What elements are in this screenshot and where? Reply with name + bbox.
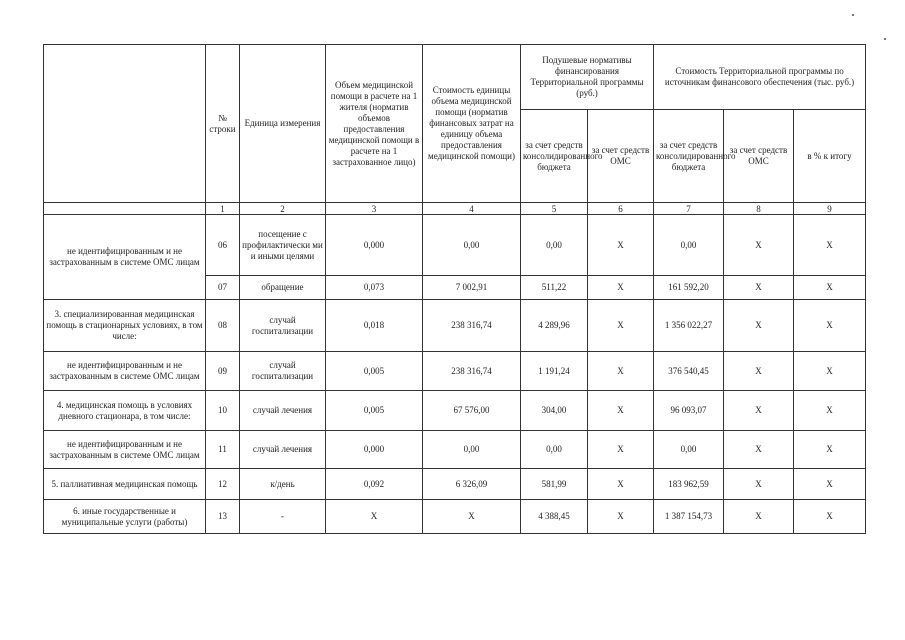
row-unit: посещение с профилактически ми и иными целями xyxy=(240,215,326,276)
program-cost-table xyxy=(43,44,866,534)
column-number-blank xyxy=(44,203,206,215)
row-unit: случай лечения xyxy=(240,391,326,431)
row-cost: 238 316,74 xyxy=(423,300,521,352)
row-cost: 6 326,09 xyxy=(423,469,521,500)
column-number: 6 xyxy=(588,203,654,215)
row-name: 6. иные государственные и муниципальные услуги (работы) xyxy=(44,500,206,534)
row-pct: X xyxy=(794,276,866,300)
header-pc-budget: за счет средств консолидированного бюджета xyxy=(521,110,588,203)
row-prog-budget: 183 962,59 xyxy=(654,469,724,500)
row-number: 12 xyxy=(206,469,240,500)
header-prog-oms: за счет средств ОМС xyxy=(724,110,794,203)
row-pc-budget: 0,00 xyxy=(521,215,588,276)
row-unit: случай лечения xyxy=(240,431,326,469)
row-pc-oms: X xyxy=(588,469,654,500)
header-volume: Объем медицинской помощи в расчете на 1 жителя (норматив объемов предоставления медицинской помощи в расчете на 1 застрахованное лицо) xyxy=(326,45,423,203)
column-number: 5 xyxy=(521,203,588,215)
row-pc-oms: X xyxy=(588,500,654,534)
row-prog-oms: X xyxy=(724,215,794,276)
row-prog-oms: X xyxy=(724,276,794,300)
table-row xyxy=(44,300,866,352)
row-unit: - xyxy=(240,500,326,534)
row-number: 13 xyxy=(206,500,240,534)
row-volume: X xyxy=(326,500,423,534)
row-prog-budget: 0,00 xyxy=(654,215,724,276)
row-pc-budget: 4 289,96 xyxy=(521,300,588,352)
row-number: 08 xyxy=(206,300,240,352)
row-pc-budget: 511,22 xyxy=(521,276,588,300)
row-unit: случай госпитализации xyxy=(240,352,326,391)
row-cost: 67 576,00 xyxy=(423,391,521,431)
row-number: 11 xyxy=(206,431,240,469)
header-prog-pct: в % к итогу xyxy=(794,110,866,203)
row-volume: 0,005 xyxy=(326,391,423,431)
row-pc-budget: 0,00 xyxy=(521,431,588,469)
row-unit: к/день xyxy=(240,469,326,500)
row-number: 09 xyxy=(206,352,240,391)
row-cost: X xyxy=(423,500,521,534)
scan-mark xyxy=(852,14,854,16)
row-prog-budget: 376 540,45 xyxy=(654,352,724,391)
row-name: 3. специализированная медицинская помощь в стационарных условиях, в том числе: xyxy=(44,300,206,352)
header-pc-oms: за счет средств ОМС xyxy=(588,110,654,203)
table-row xyxy=(44,500,866,534)
row-volume: 0,005 xyxy=(326,352,423,391)
row-prog-budget: 1 387 154,73 xyxy=(654,500,724,534)
row-name: не идентифицированным и не застрахованным в системе ОМС лицам xyxy=(44,352,206,391)
row-pc-oms: X xyxy=(588,276,654,300)
header-program-cost: Стоимость Территориальной программы по источникам финансового обеспечения (тыс. руб.) xyxy=(654,45,866,110)
row-cost: 7 002,91 xyxy=(423,276,521,300)
header-row-no: № строки xyxy=(206,45,240,203)
row-name: 4. медицинская помощь в условиях дневного стационара, в том числе: xyxy=(44,391,206,431)
column-number: 7 xyxy=(654,203,724,215)
row-pc-budget: 4 388,45 xyxy=(521,500,588,534)
row-pct: X xyxy=(794,500,866,534)
row-number: 07 xyxy=(206,276,240,300)
row-prog-oms: X xyxy=(724,352,794,391)
row-pc-oms: X xyxy=(588,300,654,352)
row-prog-oms: X xyxy=(724,391,794,431)
row-prog-budget: 0,00 xyxy=(654,431,724,469)
row-cost: 0,00 xyxy=(423,431,521,469)
row-number: 06 xyxy=(206,215,240,276)
column-number: 2 xyxy=(240,203,326,215)
header-prog-budget: за счет средств консолидированного бюджета xyxy=(654,110,724,203)
row-volume: 0,018 xyxy=(326,300,423,352)
header-row-top xyxy=(44,45,866,110)
row-prog-oms: X xyxy=(724,500,794,534)
row-unit: обращение xyxy=(240,276,326,300)
row-volume: 0,000 xyxy=(326,215,423,276)
table-row xyxy=(44,352,866,391)
row-name: не идентифицированным и не застрахованным в системе ОМС лицам xyxy=(44,215,206,300)
row-pc-budget: 304,00 xyxy=(521,391,588,431)
row-pct: X xyxy=(794,391,866,431)
row-prog-budget: 96 093,07 xyxy=(654,391,724,431)
column-number-row xyxy=(44,203,866,215)
table-row xyxy=(44,431,866,469)
column-number: 4 xyxy=(423,203,521,215)
header-unit: Единица измерения xyxy=(240,45,326,203)
row-prog-oms: X xyxy=(724,300,794,352)
row-number: 10 xyxy=(206,391,240,431)
row-prog-budget: 1 356 022,27 xyxy=(654,300,724,352)
row-pct: X xyxy=(794,215,866,276)
row-volume: 0,073 xyxy=(326,276,423,300)
row-prog-oms: X xyxy=(724,431,794,469)
row-volume: 0,092 xyxy=(326,469,423,500)
column-number: 9 xyxy=(794,203,866,215)
row-unit: случай госпитализации xyxy=(240,300,326,352)
row-prog-budget: 161 592,20 xyxy=(654,276,724,300)
row-prog-oms: X xyxy=(724,469,794,500)
row-cost: 238 316,74 xyxy=(423,352,521,391)
row-volume: 0,000 xyxy=(326,431,423,469)
row-pc-oms: X xyxy=(588,391,654,431)
table-row xyxy=(44,391,866,431)
column-number: 1 xyxy=(206,203,240,215)
row-pct: X xyxy=(794,352,866,391)
row-pc-budget: 581,99 xyxy=(521,469,588,500)
header-cost: Стоимость единицы объема медицинской помощи (норматив финансовых затрат на единицу объема предоставления медицинской помощи) xyxy=(423,45,521,203)
row-pc-oms: X xyxy=(588,431,654,469)
header-name-cell xyxy=(44,45,206,203)
row-pct: X xyxy=(794,300,866,352)
row-name: 5. паллиативная медицинская помощь xyxy=(44,469,206,500)
column-number: 3 xyxy=(326,203,423,215)
scan-mark xyxy=(884,38,886,40)
row-pc-oms: X xyxy=(588,352,654,391)
row-pct: X xyxy=(794,431,866,469)
row-pc-oms: X xyxy=(588,215,654,276)
row-pc-budget: 1 191,24 xyxy=(521,352,588,391)
row-pct: X xyxy=(794,469,866,500)
table-row xyxy=(44,215,866,276)
row-cost: 0,00 xyxy=(423,215,521,276)
table-row xyxy=(44,469,866,500)
header-per-capita: Подушевые нормативы финансирования Территориальной программы (руб.) xyxy=(521,45,654,110)
column-number: 8 xyxy=(724,203,794,215)
row-name: не идентифицированным и не застрахованным в системе ОМС лицам xyxy=(44,431,206,469)
